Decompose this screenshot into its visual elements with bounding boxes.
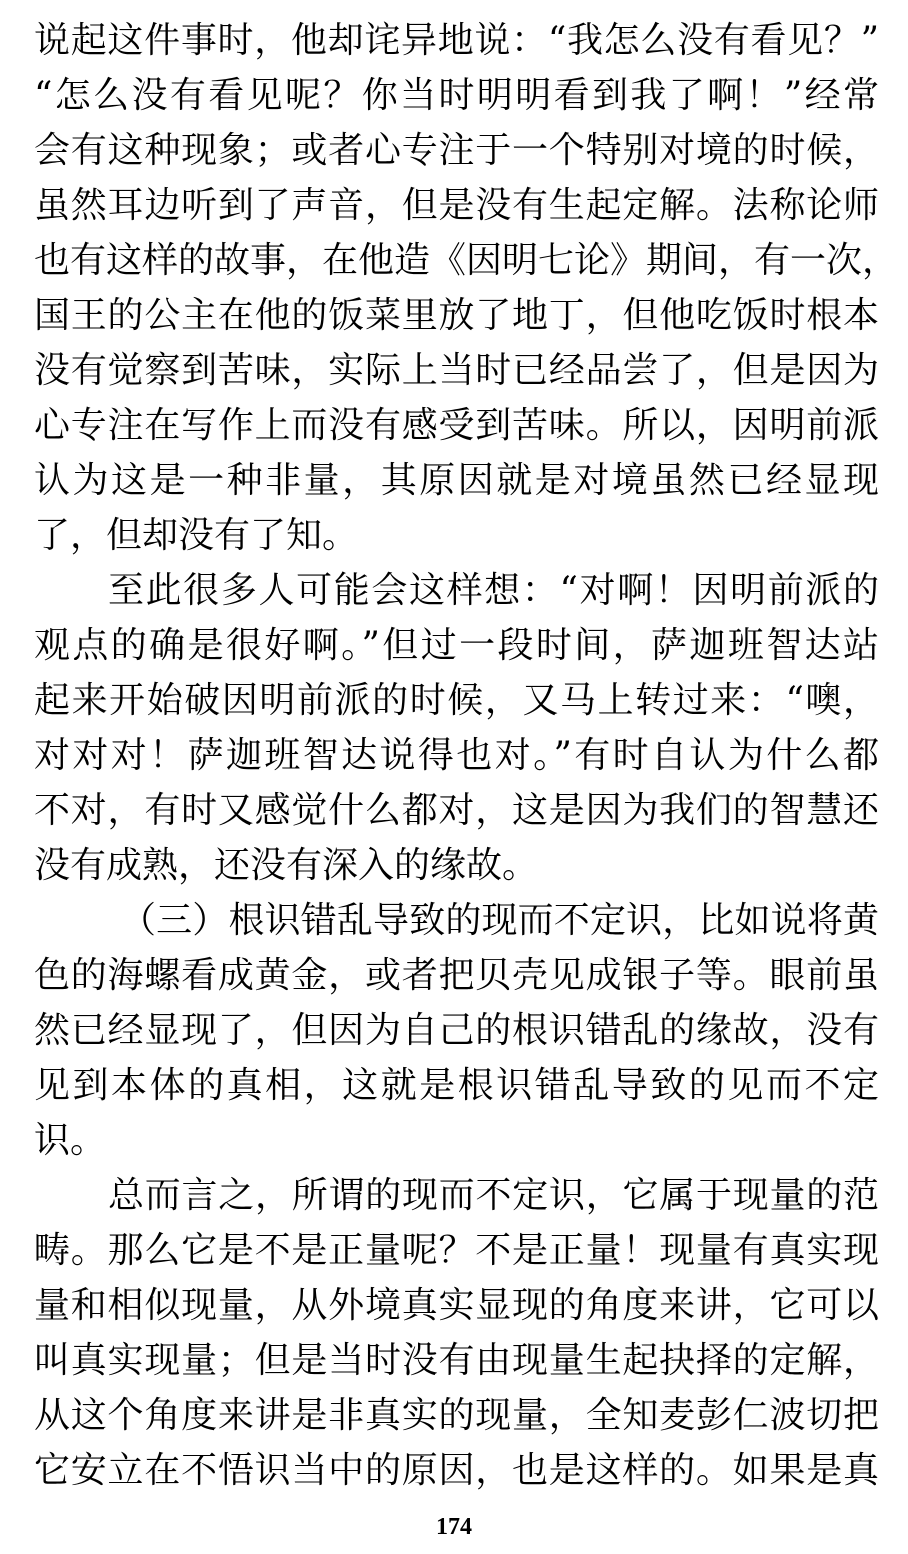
text-line: 它安立在不悟识当中的原因，也是这样的。如果是真 (34, 1450, 879, 1491)
text-line: 没有觉察到苦味，实际上当时已经品尝了，但是因为 (34, 350, 879, 391)
text-line: 从这个角度来讲是非真实的现量，全知麦彭仁波切把 (34, 1395, 879, 1436)
page-number: 174 (436, 1514, 472, 1540)
text-line: 对对对！萨迦班智达说得也对。”有时自认为什么都 (34, 735, 879, 776)
text-line: 说起这件事时，他却诧异地说：“我怎么没有看见？” (34, 20, 879, 61)
text-line: 色的海螺看成黄金，或者把贝壳见成银子等。眼前虽 (34, 955, 879, 996)
text-line: 心专注在写作上而没有感受到苦味。所以，因明前派 (34, 405, 879, 446)
text-line: 叫真实现量；但是当时没有由现量生起抉择的定解， (34, 1340, 879, 1381)
text-line: 了，但却没有了知。 (34, 515, 359, 556)
text-line: 会有这种现象；或者心专注于一个特别对境的时候， (34, 130, 879, 171)
text-line: 至此很多人可能会这样想：“对啊！因明前派的 (108, 570, 879, 611)
text-line: “怎么没有看见呢？你当时明明看到我了啊！”经常 (34, 75, 879, 116)
text-line: 起来开始破因明前派的时候，又马上转过来：“噢， (34, 680, 879, 721)
text-line: 没有成熟，还没有深入的缘故。 (34, 845, 539, 886)
text-line: 也有这样的故事，在他造《因明七论》期间，有一次， (34, 240, 899, 281)
text-line: 量和相似现量，从外境真实显现的角度来讲，它可以 (34, 1285, 879, 1326)
text-line: （三）根识错乱导致的现而不定识，比如说将黄 (120, 900, 879, 941)
text-line: 观点的确是很好啊。”但过一段时间，萨迦班智达站 (34, 625, 879, 666)
text-line: 国王的公主在他的饭菜里放了地丁，但他吃饭时根本 (34, 295, 879, 336)
text-line: 总而言之，所谓的现而不定识，它属于现量的范 (108, 1175, 879, 1216)
text-line: 认为这是一种非量，其原因就是对境虽然已经显现 (34, 460, 879, 501)
text-line: 畴。那么它是不是正量呢？不是正量！现量有真实现 (34, 1230, 879, 1271)
text-line: 不对，有时又感觉什么都对，这是因为我们的智慧还 (34, 790, 879, 831)
text-line: 见到本体的真相，这就是根识错乱导致的见而不定 (34, 1065, 879, 1106)
text-line: 然已经显现了，但因为自己的根识错乱的缘故，没有 (34, 1010, 879, 1051)
text-line: 识。 (34, 1120, 107, 1161)
text-line: 虽然耳边听到了声音，但是没有生起定解。法称论师 (34, 185, 879, 226)
